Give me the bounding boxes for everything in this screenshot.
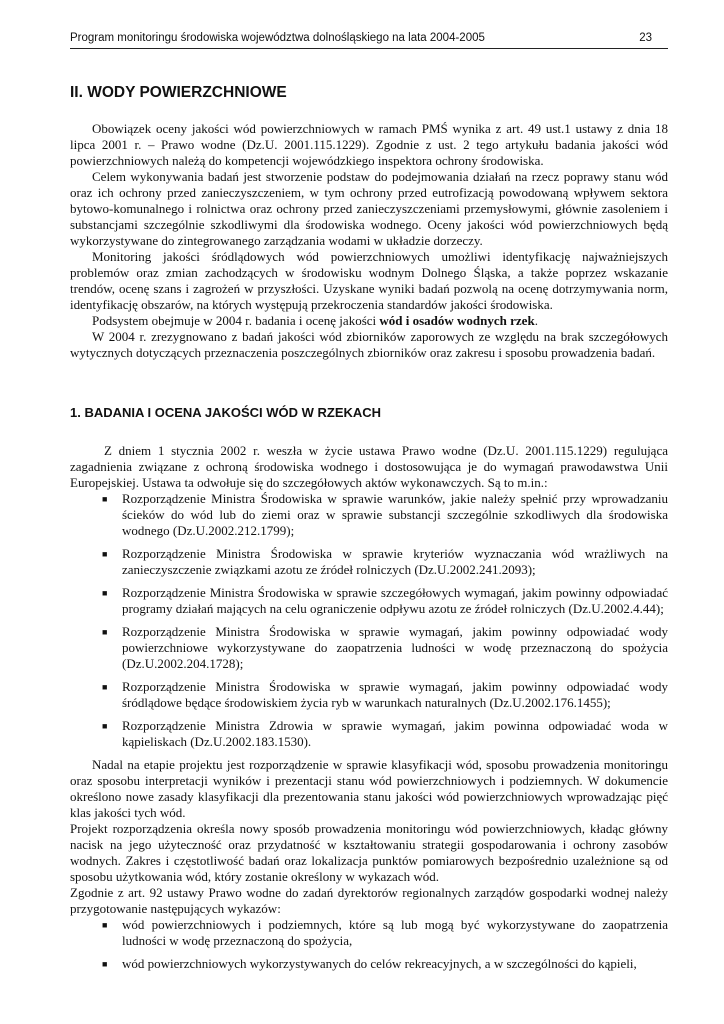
paragraph-monitoring: Monitoring jakości śródlądowych wód powierzchniowych umożliwi identyfikację najważniejszych problemów oraz zmian zachodzących w środowisku wodnym Dolnego Śląska, a także poprzez wskazanie trendów, ocenę szans i zagrożeń w przyszłości. Uzyskane wyniki badań pozwolą na ocenę dotrzymywania norm, identyfikację obszarów, na których występują przekroczenia standardów jakości środowiska. xyxy=(70,249,668,312)
paragraph-classification: Nadal na etapie projektu jest rozporządzenie w sprawie klasyfikacji wód, sposobu prowadzenia monitoringu oraz sposobu interpretacji wyników i prezentacji stanu wód powierzchniowych i podziemnych. W dokumencie określono nowe zasady klasyfikacji dla prezentowania stanu jakości wód powierzchniowych wprowadzając pięć klas jakości tych wód. xyxy=(70,757,668,820)
bullet-icon: ■ xyxy=(102,682,108,692)
paragraph-purpose: Celem wykonywania badań jest stworzenie podstaw do podejmowania działań na rzecz poprawy stanu wód oraz ich ochrony przed zanieczyszczeniem, w tym ochrony przed eutrofizacją powodowaną wpływem sektora bytowo-komunalnego i rolnictwa oraz ochrony przed zanieczyszczeniami przemysłowymi, głównie zasoleniem i substancjami szczególnie szkodliwymi dla środowiska wodnego. Oceny jakości wód powierzchniowych będą wykorzystywane do zintegrowanego zarządzania wodami w układzie dorzeczy. xyxy=(70,169,668,248)
list-item: ■ wód powierzchniowych i podziemnych, które są lub mogą być wykorzystywane do zaopatrzenia ludności w wodę przeznaczoną do spożycia, xyxy=(102,917,668,948)
paragraph-art92: Zgodnie z art. 92 ustawy Prawo wodne do zadań dyrektorów regionalnych zarządów gospodarki wodnej należy przygotowanie następujących wykazów: xyxy=(70,885,668,916)
subsection-heading: 1. BADANIA I OCENA JAKOŚCI WÓD W RZEKACH xyxy=(70,405,382,420)
subsystem-bold: wód i osadów wodnych rzek xyxy=(379,313,535,328)
regulations-list xyxy=(70,491,668,750)
bullet-icon: ■ xyxy=(102,627,108,637)
bullet-icon: ■ xyxy=(102,549,108,559)
lists-list xyxy=(70,917,668,972)
header-title: Program monitoringu środowiska województwa dolnośląskiego na lata 2004-2005 xyxy=(70,32,485,44)
subsystem-end: . xyxy=(534,313,538,328)
running-header xyxy=(70,32,668,49)
list-item: ■ Rozporządzenie Ministra Środowiska w sprawie warunków, jakie należy spełnić przy wprowadzaniu ścieków do wód lub do ziemi oraz w sprawie substancji szczególnie szkodliwych dla środowiska wodnego (Dz.U.2002.212.1799); xyxy=(102,491,668,538)
page-number: 23 xyxy=(639,32,652,44)
subsection-body xyxy=(70,443,668,972)
list-item: ■ Rozporządzenie Ministra Środowiska w sprawie szczegółowych wymagań, jakim powinny odpowiadać programy działań mających na celu ograniczenie odpływu azotu ze źródeł rolniczych (Dz.U.2002.4.44); xyxy=(102,585,668,616)
bullet-icon: ■ xyxy=(102,920,108,930)
section-body xyxy=(70,121,668,361)
paragraph-subsystem xyxy=(70,313,668,329)
paragraph-obligation: Obowiązek oceny jakości wód powierzchniowych w ramach PMŚ wynika z art. 49 ust.1 ustawy z dnia 18 lipca 2001 r. – Prawo wodne (Dz.U. 2001.115.1229). Zgodnie z ust. 2 tego artykułu badania jakości wód powierzchniowych należą do kompetencji wojewódzkiego inspektora ochrony środowiska. xyxy=(70,121,668,168)
bullet-icon: ■ xyxy=(102,588,108,598)
list-item: ■ Rozporządzenie Ministra Środowiska w sprawie kryteriów wyznaczania wód wrażliwych na zanieczyszczenie związkami azotu ze źródeł rolniczych (Dz.U.2002.241.2093); xyxy=(102,546,668,577)
paragraph-project: Projekt rozporządzenia określa nowy sposób prowadzenia monitoringu wód powierzchniowych, kładąc główny nacisk na jego użyteczność oraz przydatność w kształtowaniu strategii gospodarowania i ochrony zasobów wodnych. Zakres i częstotliwość badań oraz lokalizacja punktów pomiarowych bezpośrednio uzależnione są od sposobu użytkowania wód, który zostanie określony w wykazach wód. xyxy=(70,821,668,884)
paragraph-intro: Z dniem 1 stycznia 2002 r. weszła w życie ustawa Prawo wodne (Dz.U. 2001.115.1229) regulująca zagadnienia związane z ochroną środowiska wodnego i dostosowująca je do wymagań prawodawstwa Unii Europejskiej. Ustawa ta odwołuje się do szczegółowych aktów wykonawczych. Są to m.in.: xyxy=(70,443,668,490)
paragraph-reservoirs: W 2004 r. zrezygnowano z badań jakości wód zbiorników zaporowych ze względu na brak szczegółowych wytycznych dotyczących przeznaczenia poszczególnych zbiorników oraz zakresu i sposobu prowadzenia badań. xyxy=(70,329,668,360)
section-heading: II. WODY POWIERZCHNIOWE xyxy=(70,84,287,101)
bullet-icon: ■ xyxy=(102,959,108,969)
list-item: ■ Rozporządzenie Ministra Środowiska w sprawie wymagań, jakim powinny odpowiadać wody powierzchniowe wykorzystywane do zaopatrzenia ludności w wodę przeznaczoną do spożycia (Dz.U.2002.204.1728); xyxy=(102,624,668,671)
subsystem-text: Podsystem obejmuje w 2004 r. badania i ocenę jakości xyxy=(92,313,380,328)
bullet-icon: ■ xyxy=(102,494,108,504)
list-item: ■ Rozporządzenie Ministra Zdrowia w sprawie wymagań, jakim powinna odpowiadać woda w kąpieliskach (Dz.U.2002.183.1530). xyxy=(102,718,668,749)
list-item: ■ Rozporządzenie Ministra Środowiska w sprawie wymagań, jakim powinny odpowiadać wody śródlądowe będące środowiskiem życia ryb w warunkach naturalnych (Dz.U.2002.176.1455); xyxy=(102,679,668,710)
list-item: ■ wód powierzchniowych wykorzystywanych do celów rekreacyjnych, a w szczególności do kąpieli, xyxy=(102,956,637,971)
bullet-icon: ■ xyxy=(102,721,108,731)
